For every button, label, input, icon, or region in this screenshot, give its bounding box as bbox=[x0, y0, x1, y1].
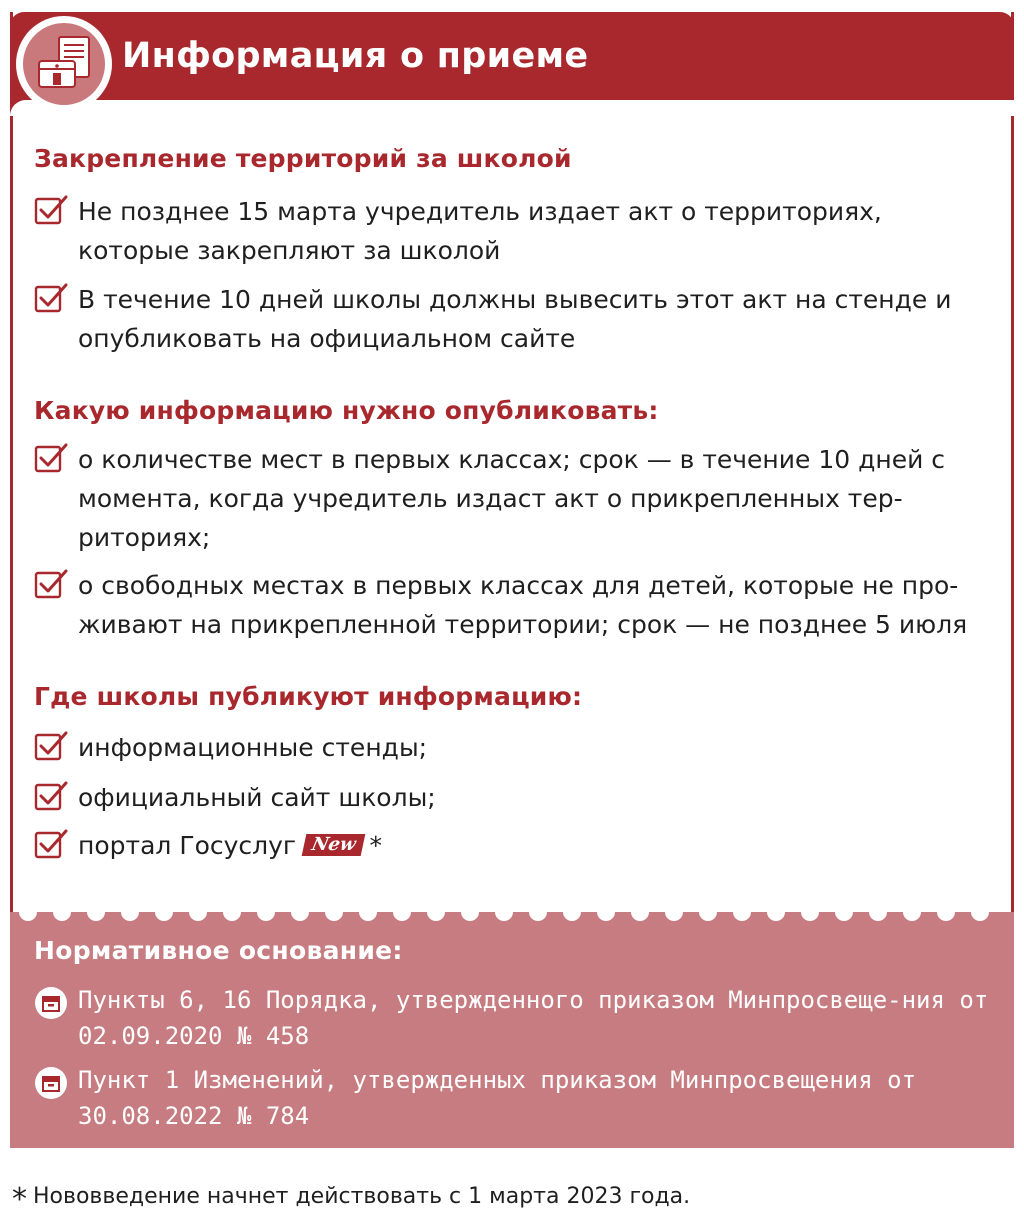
section-title-publish-what: Какую информацию нужно опубликовать: bbox=[34, 396, 659, 425]
check-icon bbox=[34, 730, 68, 762]
basis-text: Пункт 1 Изменений, утвержденных приказом Минпросвещения от 30.08.2022 № 784 bbox=[78, 1066, 917, 1130]
scallop bbox=[223, 903, 241, 921]
header-notch bbox=[10, 100, 1014, 116]
archive-box-icon bbox=[34, 986, 68, 1020]
scallop bbox=[291, 903, 309, 921]
archive-box-icon bbox=[34, 1066, 68, 1100]
section-title-publish-where: Где школы публикуют информацию: bbox=[34, 682, 583, 711]
scallop bbox=[937, 903, 955, 921]
footnote bbox=[12, 1182, 690, 1217]
item-text: о количестве мест в первых классах; срок — в течение 10 дней с момента, когда учредитель издаст акт о прикрепленных тер-риториях; bbox=[78, 445, 946, 552]
page-title: Информация о приеме bbox=[122, 36, 589, 76]
scallop bbox=[359, 903, 377, 921]
scallop bbox=[903, 903, 921, 921]
item-text: информационные стенды; bbox=[78, 733, 428, 762]
item-text: о свободных местах в первых классах для детей, которые не про-живают на прикрепленной территории; срок — не позднее 5 июля bbox=[78, 571, 968, 639]
scallop bbox=[699, 903, 717, 921]
check-icon bbox=[34, 194, 68, 226]
section-title-territories: Закрепление территорий за школой bbox=[34, 144, 572, 173]
new-badge: New bbox=[302, 834, 366, 856]
scallop bbox=[563, 903, 581, 921]
scallop bbox=[427, 903, 445, 921]
scallop bbox=[631, 903, 649, 921]
scallop bbox=[835, 903, 853, 921]
legal-basis-title: Нормативное основание: bbox=[34, 936, 403, 965]
scallop bbox=[971, 903, 989, 921]
scallop bbox=[155, 903, 173, 921]
scallop bbox=[53, 903, 71, 921]
footnote-text: Нововведение начнет действовать с 1 марта 2023 года. bbox=[33, 1184, 691, 1209]
check-icon bbox=[34, 828, 68, 860]
scallop bbox=[495, 903, 513, 921]
check-icon bbox=[34, 442, 68, 474]
scallop bbox=[529, 903, 547, 921]
scallop bbox=[325, 903, 343, 921]
scallop bbox=[189, 903, 207, 921]
basis-text: Пункты 6, 16 Порядка, утвержденного приказом Минпросвеще-ния от 02.09.2020 № 458 bbox=[78, 986, 989, 1050]
scallop bbox=[19, 903, 37, 921]
scallop bbox=[665, 903, 683, 921]
check-icon bbox=[34, 780, 68, 812]
scallop bbox=[87, 903, 105, 921]
scallop bbox=[597, 903, 615, 921]
scallop bbox=[801, 903, 819, 921]
check-icon bbox=[34, 282, 68, 314]
footnote-mark: * bbox=[369, 831, 382, 860]
check-icon bbox=[34, 568, 68, 600]
item-text: официальный сайт школы; bbox=[78, 783, 436, 812]
scallop bbox=[733, 903, 751, 921]
footnote-star: * bbox=[12, 1182, 27, 1217]
scallop bbox=[767, 903, 785, 921]
gosuslugi-text: портал Госуслуг bbox=[78, 831, 297, 860]
scallop bbox=[461, 903, 479, 921]
scallop bbox=[393, 903, 411, 921]
scallop bbox=[257, 903, 275, 921]
item-text: В течение 10 дней школы должны вывесить этот акт на стенде и опубликовать на официальном сайте bbox=[78, 285, 952, 353]
item-text bbox=[78, 826, 998, 865]
documents-info-icon bbox=[33, 33, 95, 95]
scallop bbox=[869, 903, 887, 921]
scallop bbox=[121, 903, 139, 921]
header-badge bbox=[16, 16, 112, 112]
scallop-border bbox=[10, 903, 1014, 923]
item-text: Не позднее 15 марта учредитель издает акт о территориях, которые закрепляют за школой bbox=[78, 197, 882, 265]
